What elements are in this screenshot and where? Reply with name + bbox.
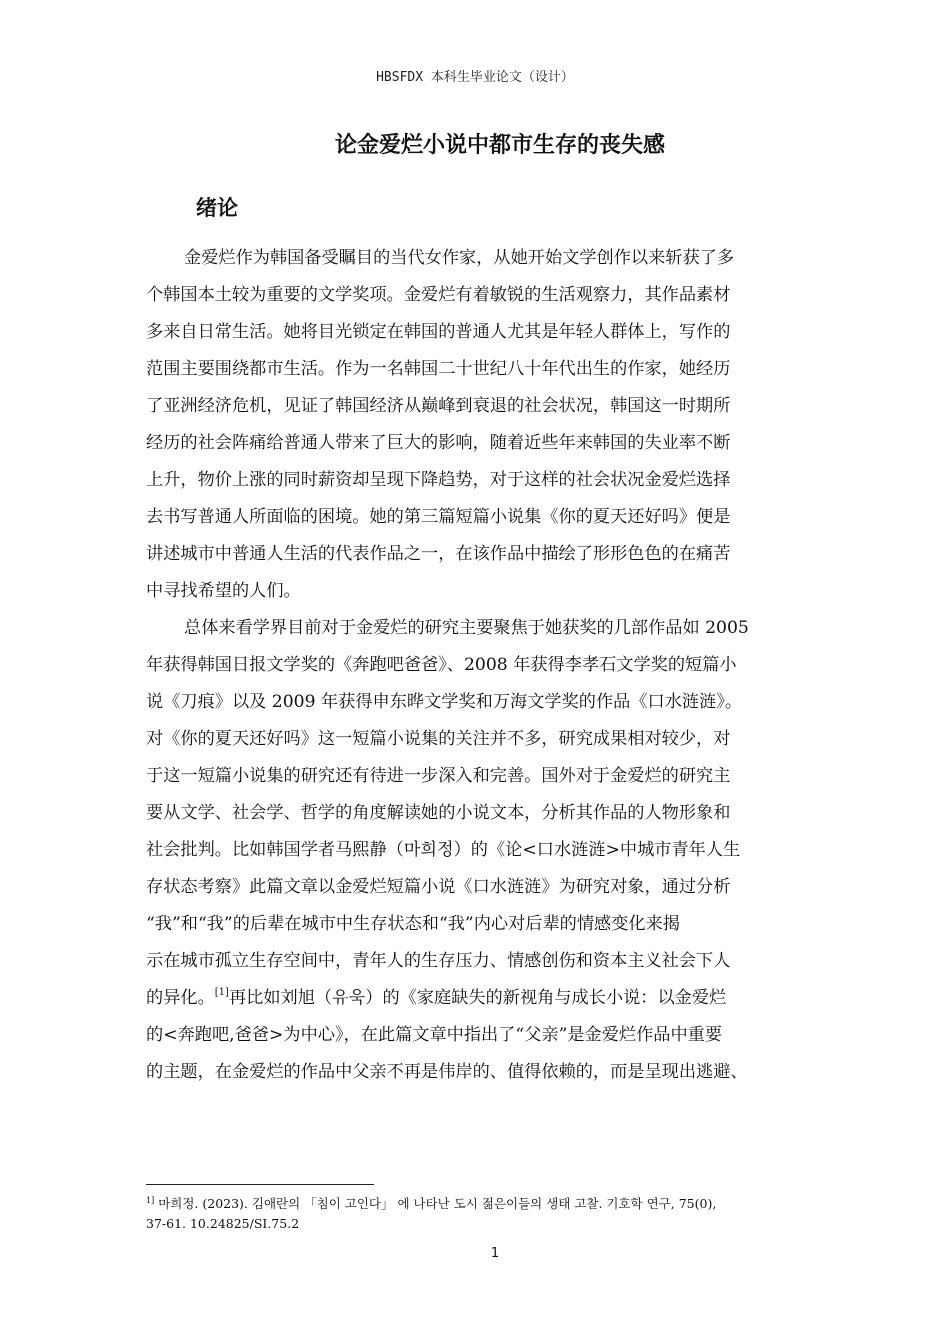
text-line: 个韩国本土较为重要的文学奖项。金爱烂有着敏锐的生活观察力，其作品素材	[146, 285, 731, 305]
text-line: 社会批判。比如韩国学者马熙静（마희정）的《论<口水涟涟>中城市青年人生	[146, 840, 741, 860]
text-segment: 再比如刘旭（유욱）的《家庭缺失的新视角与成长小说：以金爱烂	[228, 988, 727, 1008]
text-line: 于这一短篇小说集的研究还有待进一步深入和完善。国外对于金爱烂的研究主	[146, 766, 731, 786]
text-line: 的主题，在金爱烂的作品中父亲不再是伟岸的、值得依赖的，而是呈现出逃避、	[146, 1062, 748, 1082]
page-number: 1	[490, 1246, 500, 1261]
citation-ref[interactable]: [1]	[214, 987, 229, 998]
paper-title: 论金爱烂小说中都市生存的丧失感	[334, 133, 665, 158]
footnote-line: 37-61. 10.24825/SI.75.2	[146, 1216, 300, 1231]
text-line: 的<奔跑吧,爸爸>为中心》，在此篇文章中指出了“父亲”是金爱烂作品中重要	[146, 1025, 723, 1045]
text-line: 经历的社会阵痛给普通人带来了巨大的影响，随着近些年来韩国的失业率不断	[146, 433, 731, 453]
text-line: 中寻找希望的人们。	[146, 581, 301, 601]
footnote	[146, 1194, 816, 1234]
text-line: 范围主要围绕都市生活。作为一名韩国二十世纪八十年代出生的作家，她经历	[146, 359, 731, 379]
section-heading: 绪论	[196, 196, 238, 220]
text-line: 对《你的夏天还好吗》这一短篇小说集的关注并不多，研究成果相对较少，对	[146, 729, 731, 749]
text-line: 说《刀痕》以及 2009 年获得申东晔文学奖和万海文学奖的作品《口水涟涟》。	[146, 692, 743, 712]
text-segment: 的异化。	[146, 988, 215, 1008]
text-line: 年获得韩国日报文学奖的《奔跑吧爸爸》、2008 年获得李孝石文学奖的短篇小	[146, 655, 737, 675]
footnote-line	[146, 1194, 816, 1214]
text-line: 示在城市孤立生存空间中，青年人的生存压力、情感创伤和资本主义社会下人	[146, 951, 731, 971]
paragraph-2	[146, 610, 806, 1091]
body-text	[146, 240, 806, 1091]
text-line: 了亚洲经济危机，见证了韩国经济从巅峰到衰退的社会状况，韩国这一时期所	[146, 396, 731, 416]
text-line: 存状态考察》此篇文章以金爱烂短篇小说《口水涟涟》为研究对象，通过分析	[146, 877, 731, 897]
page-header: HBSFDX 本科生毕业论文（设计）	[376, 70, 574, 85]
text-line: 去书写普通人所面临的困境。她的第三篇短篇小说集《你的夏天还好吗》便是	[146, 507, 731, 527]
footnote-text: 마희정. (2023). 김애란의 「침이 고인다」 에 나타난 도시 젊은이들의 생태 고찰. 기호학 연구, 75(0),	[154, 1196, 717, 1211]
text-line: “我”和“我”的后辈在城市中生存状态和“我”内心对后辈的情感变化来揭	[146, 914, 680, 934]
text-line: 要从文学、社会学、哲学的角度解读她的小说文本，分析其作品的人物形象和	[146, 803, 731, 823]
paragraph-1	[146, 240, 806, 610]
text-line: 讲述城市中普通人生活的代表作品之一，在该作品中描绘了形形色色的在痛苦	[146, 544, 731, 564]
text-line: 上升，物价上涨的同时薪资却呈现下降趋势，对于这样的社会状况金爱烂选择	[146, 470, 731, 490]
text-line: 多来自日常生活。她将目光锁定在韩国的普通人尤其是年轻人群体上，写作的	[146, 322, 731, 342]
footnote-separator	[146, 1184, 374, 1185]
text-line: 总体来看学界目前对于金爱烂的研究主要聚焦于她获奖的几部作品如 2005	[184, 618, 749, 638]
footnote-marker: 1]	[146, 1196, 155, 1205]
text-line	[146, 980, 806, 1017]
text-line: 金爱烂作为韩国备受瞩目的当代女作家，从她开始文学创作以来斩获了多	[184, 248, 735, 268]
